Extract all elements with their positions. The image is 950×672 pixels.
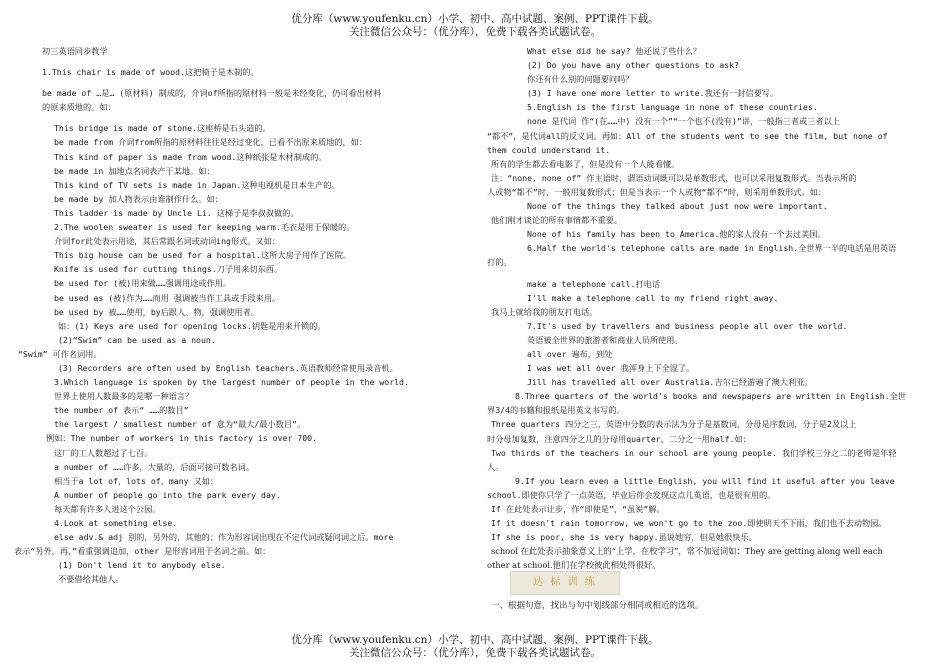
text-line: 6.Half the world's telephone calls are made in English.全世界一半的电话是用英语	[527, 243, 897, 254]
text-line: (2)“Swim” can be used as a noun.	[58, 334, 216, 345]
text-line: school.即使你只学了一点英语，毕业后你会发现这点儿英语，也是很有用的。	[487, 489, 776, 500]
text-line: 表示“另外，再，”看重强调追加，other 是形容词用于名词之前。如：	[14, 546, 271, 557]
text-line: 每天都有许多人进这个公园。	[54, 503, 161, 514]
text-line: 英语被全世界的旅游者和商业人员所使用。	[527, 334, 683, 345]
text-line: 例如：The number of workers in this factory is over 700.	[46, 433, 318, 444]
text-line: school 在此处表示抽象意义上的“上学，在校学习”，常不加冠词如：They are getting along well each	[491, 546, 883, 557]
text-line: 你还有什么别的问题要问吗？	[527, 74, 634, 85]
text-line: Knife is used for cutting things.刀子用来切东西。	[54, 264, 283, 275]
text-line: 世界上使用人数最多的是哪一种语言？	[54, 391, 194, 402]
text-line: 人。	[487, 461, 504, 472]
text-line: 我马上就给我的朋友打电话。	[491, 306, 598, 317]
text-line: “Swim” 可作名词用。	[18, 348, 102, 359]
text-line: This ladder is made by Uncle Li. 这梯子是李叔叔做的。	[54, 207, 299, 218]
text-line: 人或物“都不”时，一般用复数形式；但是当表示一个人或物“都不”时，则采用单数形式。如：	[487, 186, 827, 197]
text-line: 8.Three quarters of the world's books and newspapers are written in English.全世	[515, 391, 907, 402]
text-line: (1) Don't lend it to anybody else.	[58, 560, 226, 571]
header-line-2: 关注微信公众号：（优分库），免费下载各类试题试卷。	[349, 26, 601, 38]
text-line: I was wet all over 我浑身上下全湿了。	[527, 363, 695, 374]
text-line: 注：“none, none of” 作主语时，谓语动词既可以是单数形式，也可以采用复数形式。当表示所的	[491, 172, 857, 183]
text-line: be made by 加人物表示由谁制作什么。如：	[54, 193, 223, 204]
text-line: 1.This chair is made of wood.这把椅子是木制的。	[42, 67, 259, 78]
text-line: None of his family has been to America.他的家人没有一个去过美国。	[527, 229, 826, 240]
left-column	[14, 44, 486, 586]
text-line	[14, 114, 486, 121]
text-line: none 是代词 作“(在……中) 没有一个”“一个也不(没有)”讲，一般指三者或三者以上	[527, 116, 841, 127]
footer-line-1: 优分库（www.youfenku.cn）小学、初中、高中试题、案例、PPT课件下载。	[291, 634, 659, 646]
text-line: 时分母加复数，注意四分之几的分母用quarter，二分之一用half.如：	[487, 433, 751, 444]
page-header	[0, 13, 950, 39]
text-line: 的原来质地的。如：	[42, 102, 116, 113]
text-line: 相当于a lot of，lots of，many 又如：	[54, 475, 219, 486]
text-line: the number of 表示“ ……的数目”	[54, 405, 189, 416]
text-line: be made in 加地点名词表产于某地。如：	[54, 165, 215, 176]
text-line: 所有的学生都去看电影了，但是没有一个人能看懂。	[491, 158, 680, 169]
text-line: A number of people go into the park every day.	[54, 489, 281, 500]
text-line: This bridge is made of stone.这座桥是石头造的。	[54, 123, 271, 134]
text-line: make a telephone call.打电话	[527, 278, 661, 289]
text-line: What else did he say? 他还说了些什么？	[527, 46, 701, 56]
text-line: (2) Do you have any other questions to ask?	[527, 60, 739, 71]
text-line: 这厂的工人数超过了七百。	[54, 447, 153, 458]
header-line-1: 优分库（www.youfenku.cn）小学、初中、高中试题、案例、PPT课件下载。	[291, 13, 659, 25]
text-line: 界3/4的书籍和报纸是用英文书写的。	[487, 405, 625, 416]
text-line: None of the things they talked about just now were important.	[527, 201, 828, 212]
text-line: 2.The woolen sweater is used for keeping warm.毛衣是用于保暖的。	[54, 222, 355, 233]
text-line: 他们刚才谈论的所有事情都不重要。	[491, 215, 623, 226]
exercise-title-banner: 达 标 训 练	[510, 571, 620, 595]
text-line	[14, 79, 486, 86]
text-line: 如：(1) Keys are used for opening locks.钥匙是用来开锁的。	[58, 320, 326, 331]
text-line: This kind of TV sets is made in Japan.这种电视机是日本生产的。	[54, 179, 340, 190]
exercise-question: 一、根据句意，找出与句中划线部分相同或相近的选项。	[491, 601, 704, 611]
text-line: else adv.& adj 别的，另外的，其他的；作为形容词出现在不定代词或疑问词之后。more	[54, 532, 394, 543]
text-line: (3) Recorders are often used by English teachers.英语教师经常使用录音机。	[58, 362, 398, 373]
text-line: be used as (被)作为……而用 强调被当作工具或手段来用。	[54, 292, 281, 303]
text-line: Two thirds of the teachers in our school are young people. 我们学校三分之二的老师是年轻	[491, 447, 897, 458]
text-line: 打的。	[487, 257, 512, 268]
text-line: them could understand it.	[487, 144, 611, 155]
text-line: If it doesn't rain tomorrow, we won't go to the zoo.即使明天不下雨，我们也不去动物园。	[491, 518, 887, 529]
text-line: “都不”，是代词all的反义词。再如：All of the students went to see the film, but none of	[487, 130, 888, 141]
text-line: This big house can be used for a hospital.这所大房子用作了医院。	[54, 250, 352, 261]
text-line: be used for (被)用来做……强调用途或作用。	[54, 278, 232, 289]
text-line: Three quarters 四分之三，英语中分数的表示法为分子是基数词，分母是序数词，分子是2及以上	[491, 419, 857, 430]
text-line: 介词for此处表示用途，其后常跟名词或动词ing形式。又如：	[54, 236, 281, 247]
text-line: a number of ……许多，大量的，后面可接可数名词。	[54, 461, 255, 472]
footer-line-2: 关注微信公众号：（优分库），免费下载各类试题试卷。	[349, 647, 601, 659]
text-line: Jill has travelled all over Australia.吉尔已经游遍了澳大利亚。	[527, 377, 813, 388]
text-line: 初三英语同步教学	[42, 46, 108, 56]
text-line: other at school.他们在学校彼此相处得很好。	[487, 560, 661, 571]
text-line: 9.If you learn even a little English, you will find it useful after you leave	[515, 475, 895, 486]
text-line: I'll make a telephone call to my friend right away.	[527, 292, 779, 303]
text-line: the largest / smallest number of 意为“最大/最小数目”。	[54, 419, 306, 430]
text-line: all over 遍布，到处	[527, 348, 613, 359]
text-line	[487, 270, 937, 277]
text-line: be used by 被……使用，by后跟人、物，强调使用者。	[54, 306, 259, 317]
text-line: This kind of paper is made from wood.这种纸张是木材制成的。	[54, 151, 327, 162]
right-column	[487, 44, 937, 572]
text-line: 5.English is the first language in none of these countries.	[527, 102, 818, 113]
text-line: 不要借给其他人。	[58, 574, 124, 585]
text-line: If 在此处表示让步，作“即使是”，“虽说”解。	[491, 504, 665, 514]
text-line: 3.Which language is spoken by the largest number of people in the world.	[54, 377, 409, 388]
text-line: be made of …是… (原材料) 制成的，介词of所指的原材料一般是未经变化，仍可看出材料	[42, 88, 382, 99]
text-line: (3) I have one more letter to write.我还有一封信要写。	[527, 88, 779, 99]
text-line: 4.Look at something else.	[54, 518, 178, 528]
page-footer	[0, 634, 950, 660]
text-line: 7.It's used by travellers and business people all over the world.	[527, 320, 848, 331]
text-line: If she is poor, she is very happy.虽说她穷，但是她很快乐。	[491, 532, 757, 543]
text-line: be made from 介词from所指的原材料往往是经过变化，已看不出原来质地的，如：	[54, 137, 368, 148]
text-line	[14, 58, 486, 65]
